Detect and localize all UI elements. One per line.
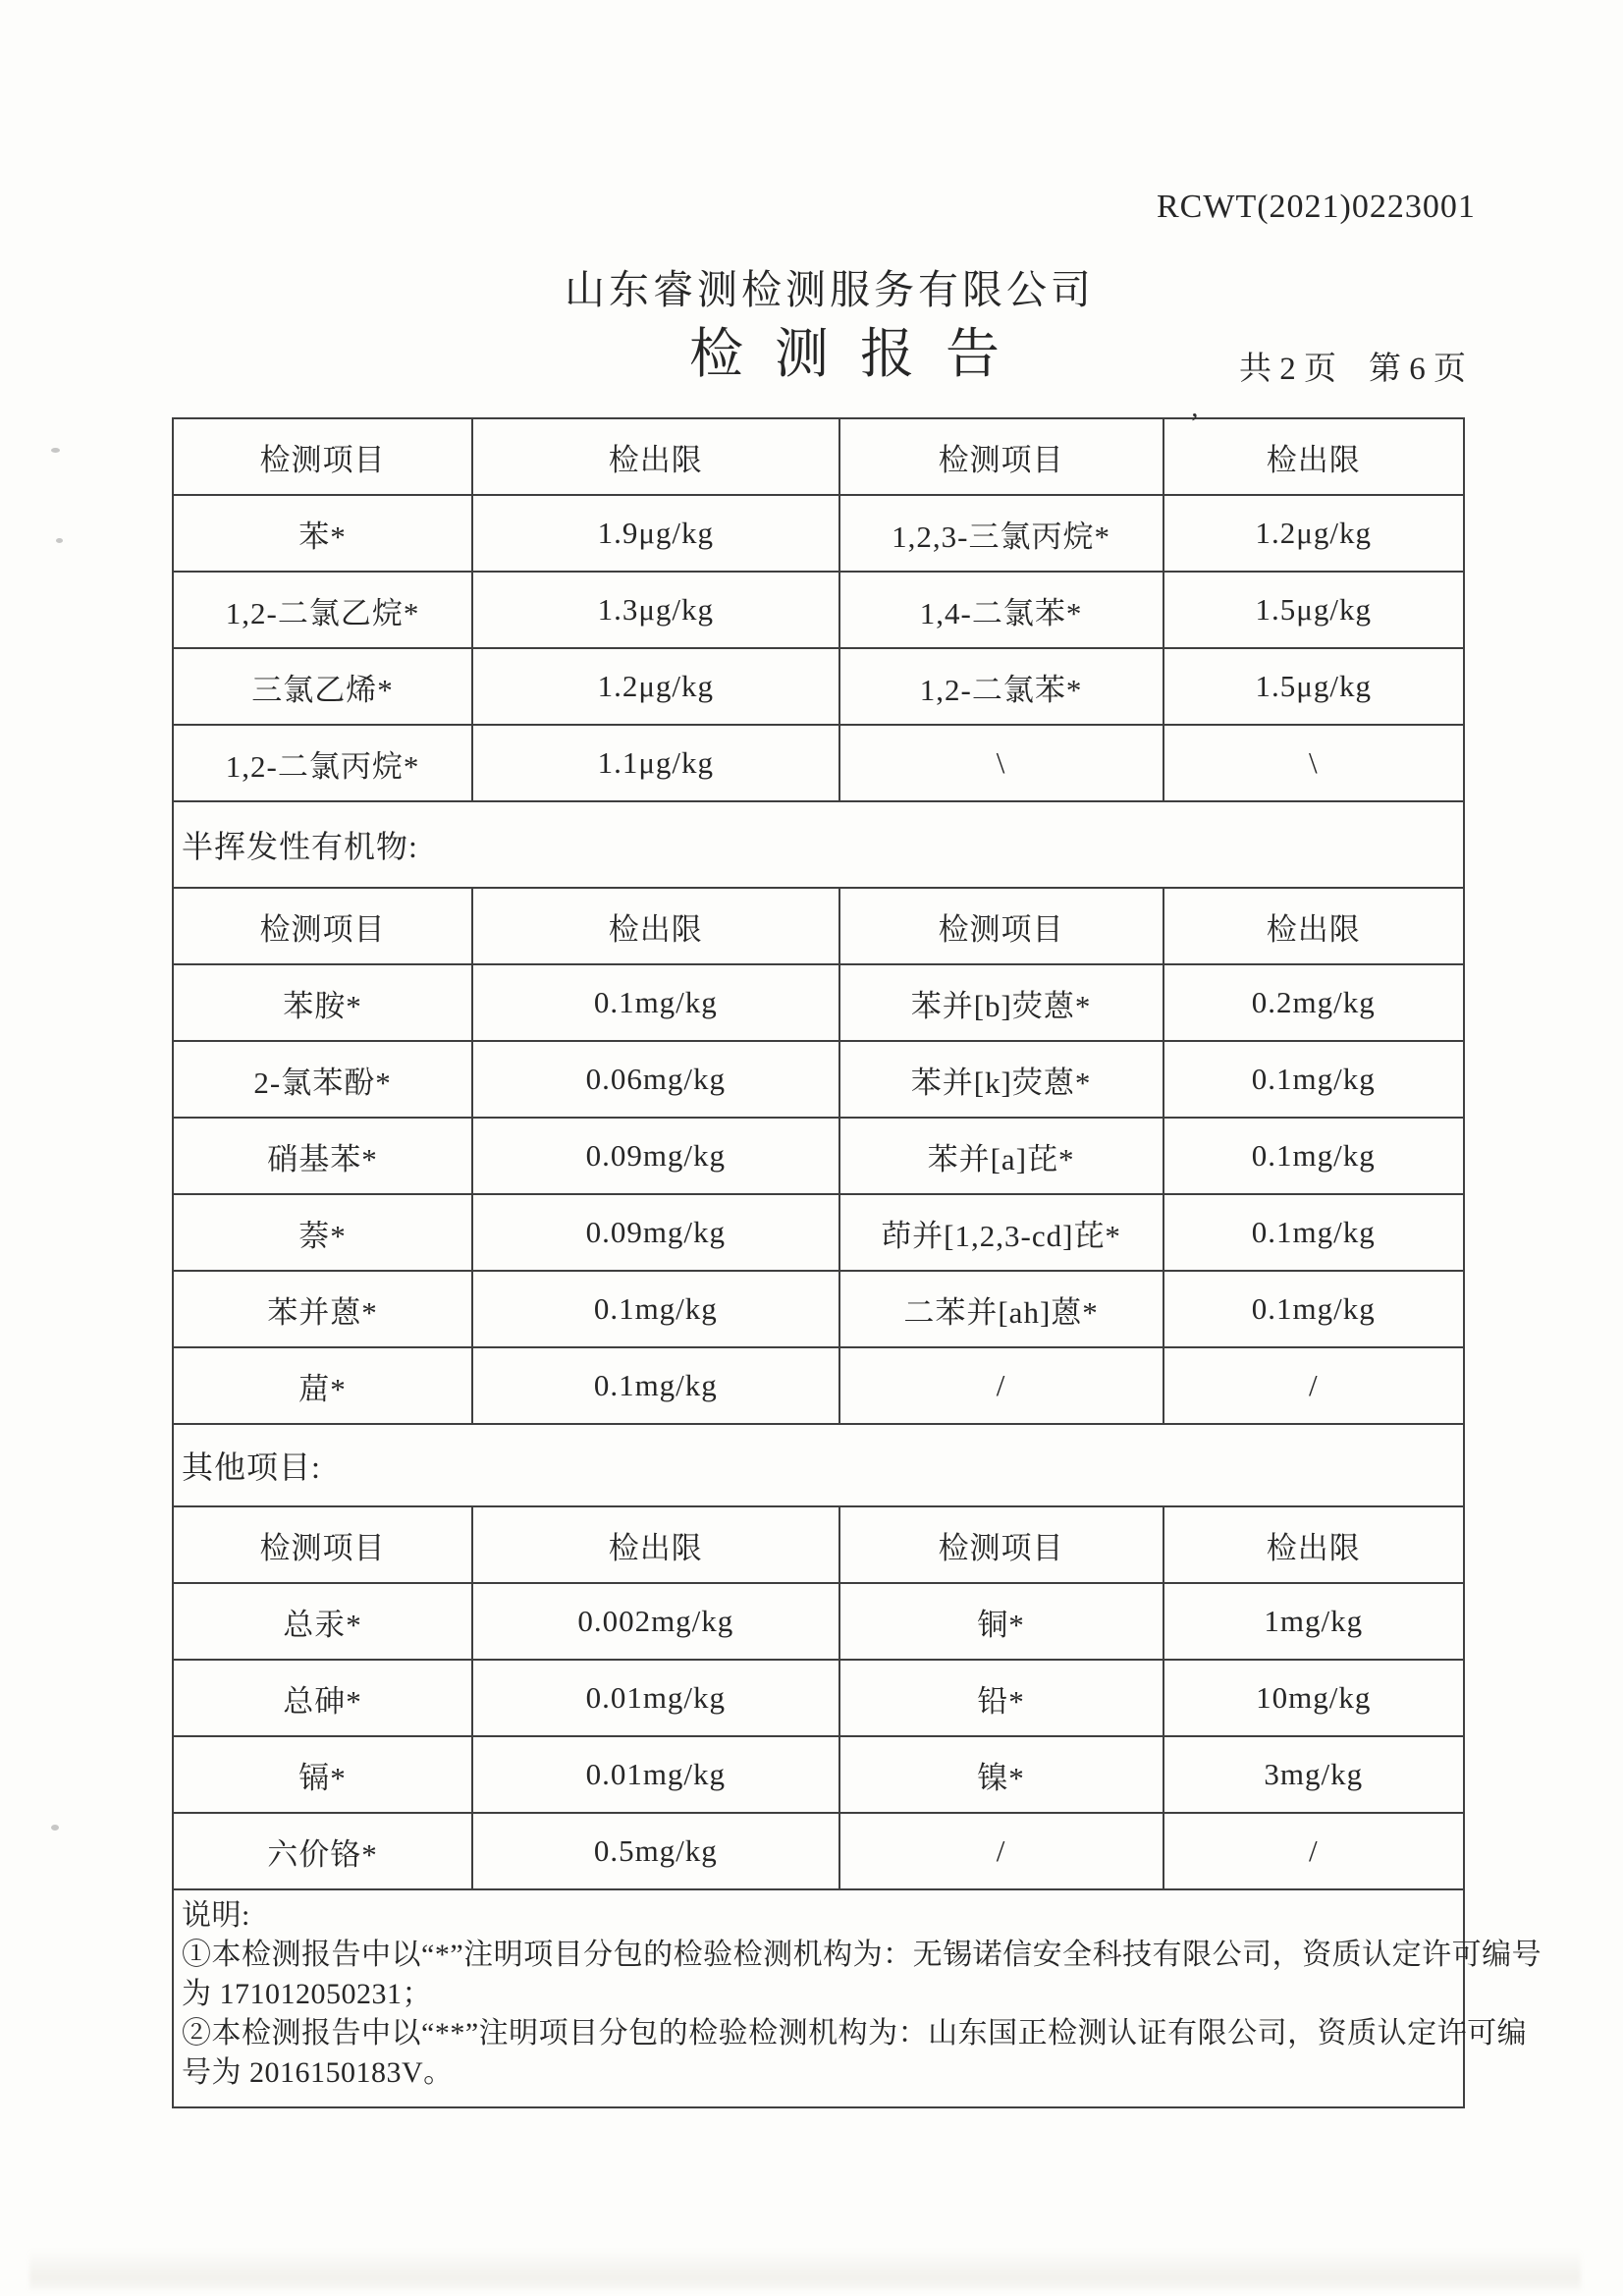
table-cell: 1.5μg/kg: [1163, 648, 1464, 725]
table-cell: 1mg/kg: [1163, 1583, 1464, 1660]
scan-artifact-mark: ’: [1190, 409, 1200, 439]
section-label: 半挥发性有机物:: [182, 829, 418, 864]
table-row: [173, 1813, 1464, 1889]
table-cell: \: [1163, 725, 1464, 801]
table-cell: 萘*: [173, 1194, 472, 1271]
table-cell: 0.1mg/kg: [472, 1347, 839, 1424]
table-cell: 1,2,3-三氯丙烷*: [839, 495, 1163, 572]
column-header: 检出限: [1163, 888, 1464, 964]
table-cell: 䓛*: [173, 1347, 472, 1424]
column-header: 检测项目: [839, 418, 1163, 495]
note-line: ②本检测报告中以“**”注明项目分包的检验检测机构为：山东国正检测认证有限公司，资质认定许可编: [182, 2017, 1528, 2050]
table-cell: 苯并[a]芘*: [839, 1118, 1163, 1194]
table-row: [173, 495, 1464, 572]
table-cell: 苯并[k]荧蒽*: [839, 1041, 1163, 1118]
table-cell: 0.1mg/kg: [1163, 1271, 1464, 1347]
table-row: [173, 1736, 1464, 1813]
notes-block: [172, 1890, 1542, 2108]
pagination: 共 2 页 第 6 页: [1239, 352, 1466, 387]
table-cell: 苯并[b]荧蒽*: [839, 964, 1163, 1041]
table-cell: /: [1163, 1813, 1464, 1889]
table-cell: 0.1mg/kg: [1163, 1118, 1464, 1194]
table-cell: 1.5μg/kg: [1163, 572, 1464, 648]
table-cell: 铅*: [839, 1660, 1163, 1736]
column-header: 检测项目: [839, 888, 1163, 964]
table-cell: 0.01mg/kg: [472, 1736, 839, 1813]
table-cell: 0.5mg/kg: [472, 1813, 839, 1889]
column-header: 检测项目: [839, 1506, 1163, 1583]
table-cell: 1,4-二氯苯*: [839, 572, 1163, 648]
scan-speck: [51, 1825, 59, 1831]
company-name: 山东睿测检测服务有限公司: [565, 267, 1095, 312]
column-header: 检测项目: [173, 1506, 472, 1583]
table-row: [173, 1118, 1464, 1194]
table-cell: /: [1163, 1347, 1464, 1424]
table-cell: 硝基苯*: [173, 1118, 472, 1194]
column-header: 检出限: [472, 1506, 839, 1583]
table-cell: 2-氯苯酚*: [173, 1041, 472, 1118]
column-header: 检测项目: [173, 418, 472, 495]
table-cell: 0.1mg/kg: [472, 1271, 839, 1347]
table-cell: 3mg/kg: [1163, 1736, 1464, 1813]
table-cell: 0.002mg/kg: [472, 1583, 839, 1660]
table-cell: 总砷*: [173, 1660, 472, 1736]
table-cell: 0.01mg/kg: [472, 1660, 839, 1736]
table-cell: /: [839, 1813, 1163, 1889]
table-row: [173, 1194, 1464, 1271]
table-cell: 镍*: [839, 1736, 1163, 1813]
table-row: [173, 1347, 1464, 1424]
table-cell: 0.06mg/kg: [472, 1041, 839, 1118]
column-header: 检测项目: [173, 888, 472, 964]
table-cell: 1,2-二氯乙烷*: [173, 572, 472, 648]
table-cell: \: [839, 725, 1163, 801]
table-cell: 0.1mg/kg: [1163, 1194, 1464, 1271]
table-cell: 六价铬*: [173, 1813, 472, 1889]
table-cell: 0.2mg/kg: [1163, 964, 1464, 1041]
table-cell: 铜*: [839, 1583, 1163, 1660]
header-row: [173, 888, 1464, 964]
column-header: 检出限: [472, 418, 839, 495]
table-cell: 1.2μg/kg: [472, 648, 839, 725]
page-bottom-shadow: [29, 2249, 1581, 2290]
table-row: [173, 1271, 1464, 1347]
other-limits-table: [172, 1505, 1465, 1890]
table-cell: 三氯乙烯*: [173, 648, 472, 725]
table-cell: 苯并蒽*: [173, 1271, 472, 1347]
table-cell: 0.1mg/kg: [1163, 1041, 1464, 1118]
note-line: 为 171012050231；: [182, 1978, 432, 2010]
table-cell: 1.1μg/kg: [472, 725, 839, 801]
column-header: 检出限: [472, 888, 839, 964]
table-cell: 1.9μg/kg: [472, 495, 839, 572]
table-cell: 1.3μg/kg: [472, 572, 839, 648]
table-row: [173, 1660, 1464, 1736]
column-header: 检出限: [1163, 418, 1464, 495]
section-header-svoc: [172, 802, 1465, 887]
scan-speck: [51, 448, 60, 453]
table-row: [173, 572, 1464, 648]
table-row: [173, 648, 1464, 725]
table-cell: 1.2μg/kg: [1163, 495, 1464, 572]
table-cell: 茚并[1,2,3-cd]芘*: [839, 1194, 1163, 1271]
table-row: [173, 725, 1464, 801]
report-body: [172, 417, 1542, 2108]
table-cell: 0.09mg/kg: [472, 1118, 839, 1194]
voc-limits-table: [172, 417, 1465, 802]
table-cell: 10mg/kg: [1163, 1660, 1464, 1736]
page-title: 检测报告: [689, 324, 1032, 384]
notes-label: 说明:: [182, 1899, 250, 1932]
table-cell: 镉*: [173, 1736, 472, 1813]
note-line: 号为 2016150183V。: [182, 2056, 454, 2089]
table-cell: 苯胺*: [173, 964, 472, 1041]
table-cell: 苯*: [173, 495, 472, 572]
table-row: [173, 1041, 1464, 1118]
header-row: [173, 1506, 1464, 1583]
report-number: RCWT(2021)0223001: [1157, 189, 1476, 225]
column-header: 检出限: [1163, 1506, 1464, 1583]
section-label: 其他项目:: [182, 1449, 321, 1485]
table-cell: 二苯并[ah]蒽*: [839, 1271, 1163, 1347]
table-cell: 1,2-二氯苯*: [839, 648, 1163, 725]
section-header-other: [172, 1425, 1465, 1505]
svoc-limits-table: [172, 887, 1465, 1425]
table-row: [173, 1583, 1464, 1660]
table-cell: 总汞*: [173, 1583, 472, 1660]
note-line: ①本检测报告中以“*”注明项目分包的检验检测机构为：无锡诺信安全科技有限公司，资质认定许可编号: [182, 1939, 1542, 1971]
table-cell: 0.09mg/kg: [472, 1194, 839, 1271]
header-row: [173, 418, 1464, 495]
table-cell: 1,2-二氯丙烷*: [173, 725, 472, 801]
scan-speck: [56, 538, 63, 543]
table-cell: 0.1mg/kg: [472, 964, 839, 1041]
table-cell: /: [839, 1347, 1163, 1424]
table-row: [173, 964, 1464, 1041]
